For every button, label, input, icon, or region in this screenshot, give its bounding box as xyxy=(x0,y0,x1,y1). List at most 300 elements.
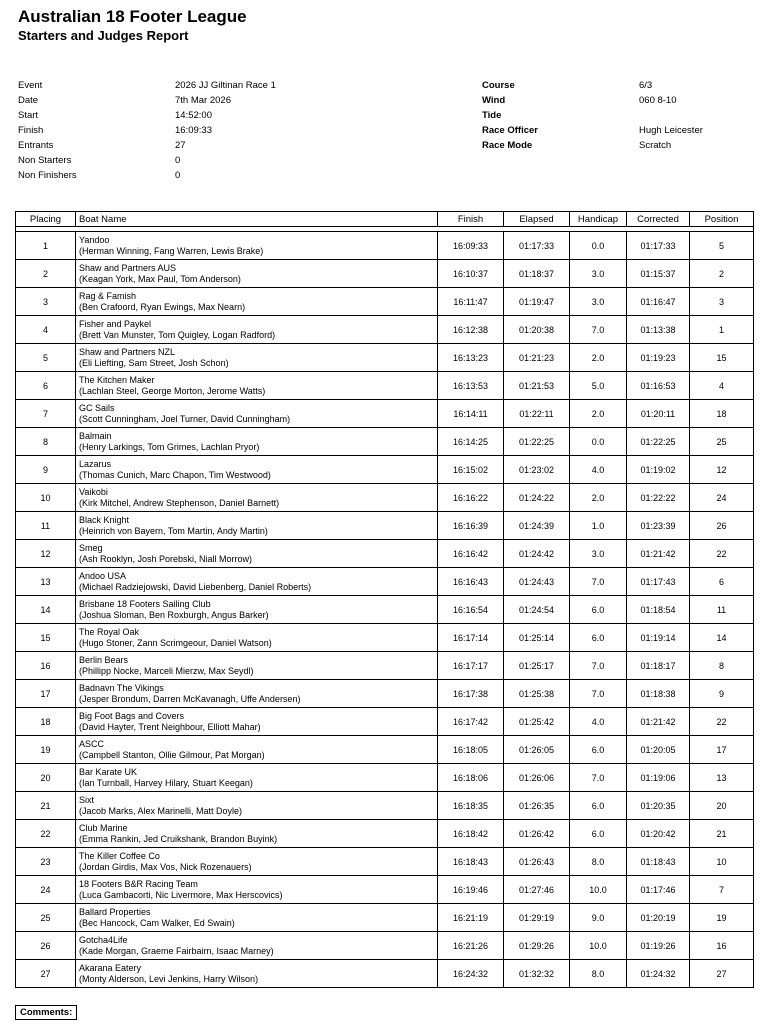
boat-name: ASCC xyxy=(79,738,105,749)
report-subtitle: Starters and Judges Report xyxy=(18,28,189,43)
elapsed-cell: 01:24:22 xyxy=(504,484,570,512)
boat-cell xyxy=(76,316,438,344)
boat-cell xyxy=(76,260,438,288)
boat-cell xyxy=(76,708,438,736)
position-cell: 1 xyxy=(690,316,754,344)
crew-names: (Kirk Mitchel, Andrew Stephenson, Daniel Barnett) xyxy=(79,497,280,508)
column-header-placing: Placing xyxy=(16,212,76,227)
handicap-cell: 10.0 xyxy=(570,876,627,904)
corrected-cell: 01:16:53 xyxy=(627,372,690,400)
info-value: 6/3 xyxy=(639,80,653,91)
info-value: 0 xyxy=(175,170,181,181)
info-value: 060 8-10 xyxy=(639,95,677,106)
boat-name: Fisher and Paykel xyxy=(79,318,152,329)
placing-cell: 15 xyxy=(16,624,76,652)
table-row xyxy=(16,792,754,820)
boat-name: Lazarus xyxy=(79,458,112,469)
boat-cell xyxy=(76,652,438,680)
info-label: Event xyxy=(18,80,43,91)
handicap-cell: 3.0 xyxy=(570,540,627,568)
table-row xyxy=(16,316,754,344)
table-row xyxy=(16,652,754,680)
table-row xyxy=(16,596,754,624)
boat-name: Shaw and Partners NZL xyxy=(79,346,176,357)
info-label: Wind xyxy=(482,95,506,106)
elapsed-cell: 01:21:53 xyxy=(504,372,570,400)
info-value: 0 xyxy=(175,155,181,166)
info-value: 7th Mar 2026 xyxy=(175,95,231,106)
table-row xyxy=(16,288,754,316)
placing-cell: 9 xyxy=(16,456,76,484)
handicap-cell: 7.0 xyxy=(570,764,627,792)
elapsed-cell: 01:26:06 xyxy=(504,764,570,792)
elapsed-cell: 01:26:35 xyxy=(504,792,570,820)
table-row xyxy=(16,708,754,736)
corrected-cell: 01:15:37 xyxy=(627,260,690,288)
placing-cell: 20 xyxy=(16,764,76,792)
table-row xyxy=(16,932,754,960)
crew-names: (Keagan York, Max Paul, Tom Anderson) xyxy=(79,273,241,284)
placing-cell: 13 xyxy=(16,568,76,596)
table-row xyxy=(16,904,754,932)
corrected-cell: 01:18:43 xyxy=(627,848,690,876)
crew-names: (Campbell Stanton, Ollie Gilmour, Pat Morgan) xyxy=(79,749,265,760)
crew-names: (Kade Morgan, Graeme Fairbairn, Isaac Marney) xyxy=(79,945,274,956)
info-row-non-starters xyxy=(18,153,276,168)
info-label: Race Officer xyxy=(482,125,538,136)
corrected-cell: 01:18:38 xyxy=(627,680,690,708)
finish-cell: 16:17:14 xyxy=(438,624,504,652)
position-cell: 11 xyxy=(690,596,754,624)
placing-cell: 8 xyxy=(16,428,76,456)
corrected-cell: 01:21:42 xyxy=(627,540,690,568)
position-cell: 20 xyxy=(690,792,754,820)
crew-names: (Ben Crafoord, Ryan Ewings, Max Nearn) xyxy=(79,301,246,312)
table-row xyxy=(16,512,754,540)
comments-label: Comments: xyxy=(15,1005,77,1020)
finish-cell: 16:17:38 xyxy=(438,680,504,708)
corrected-cell: 01:20:11 xyxy=(627,400,690,428)
finish-cell: 16:18:35 xyxy=(438,792,504,820)
crew-names: (Lachlan Steel, George Morton, Jerome Watts) xyxy=(79,385,266,396)
report-title: Australian 18 Footer League xyxy=(18,7,247,26)
table-row xyxy=(16,680,754,708)
elapsed-cell: 01:22:11 xyxy=(504,400,570,428)
position-cell: 8 xyxy=(690,652,754,680)
finish-cell: 16:21:26 xyxy=(438,932,504,960)
placing-cell: 10 xyxy=(16,484,76,512)
table-row xyxy=(16,848,754,876)
placing-cell: 14 xyxy=(16,596,76,624)
elapsed-cell: 01:17:33 xyxy=(504,232,570,260)
table-header-row xyxy=(16,212,754,227)
placing-cell: 2 xyxy=(16,260,76,288)
placing-cell: 16 xyxy=(16,652,76,680)
corrected-cell: 01:19:14 xyxy=(627,624,690,652)
column-header-finish: Finish xyxy=(438,212,504,227)
corrected-cell: 01:22:25 xyxy=(627,428,690,456)
info-row-date xyxy=(18,93,276,108)
placing-cell: 22 xyxy=(16,820,76,848)
boat-cell xyxy=(76,372,438,400)
placing-cell: 24 xyxy=(16,876,76,904)
boat-cell xyxy=(76,680,438,708)
corrected-cell: 01:19:06 xyxy=(627,764,690,792)
handicap-cell: 0.0 xyxy=(570,232,627,260)
finish-cell: 16:18:05 xyxy=(438,736,504,764)
boat-name: Berlin Bears xyxy=(79,654,129,665)
elapsed-cell: 01:24:43 xyxy=(504,568,570,596)
placing-cell: 12 xyxy=(16,540,76,568)
position-cell: 13 xyxy=(690,764,754,792)
boat-name: Andoo USA xyxy=(79,570,127,581)
elapsed-cell: 01:26:42 xyxy=(504,820,570,848)
finish-cell: 16:13:23 xyxy=(438,344,504,372)
boat-cell xyxy=(76,344,438,372)
boat-cell xyxy=(76,764,438,792)
position-cell: 16 xyxy=(690,932,754,960)
corrected-cell: 01:18:17 xyxy=(627,652,690,680)
elapsed-cell: 01:24:54 xyxy=(504,596,570,624)
elapsed-cell: 01:21:23 xyxy=(504,344,570,372)
crew-names: (David Hayter, Trent Neighbour, Elliott Mahar) xyxy=(79,721,261,732)
boat-cell xyxy=(76,596,438,624)
finish-cell: 16:17:17 xyxy=(438,652,504,680)
position-cell: 17 xyxy=(690,736,754,764)
placing-cell: 4 xyxy=(16,316,76,344)
finish-cell: 16:15:02 xyxy=(438,456,504,484)
handicap-cell: 4.0 xyxy=(570,708,627,736)
info-label: Entrants xyxy=(18,140,54,151)
boat-cell xyxy=(76,400,438,428)
corrected-cell: 01:20:35 xyxy=(627,792,690,820)
boat-name: Ballard Properties xyxy=(79,906,151,917)
crew-names: (Michael Radziejowski, David Liebenberg, Daniel Roberts) xyxy=(79,581,312,592)
info-value: 16:09:33 xyxy=(175,125,212,136)
placing-cell: 6 xyxy=(16,372,76,400)
info-row-tide xyxy=(482,108,703,123)
crew-names: (Hugo Stoner, Zann Scrimgeour, Daniel Watson) xyxy=(79,637,272,648)
corrected-cell: 01:20:42 xyxy=(627,820,690,848)
boat-name: Rag & Famish xyxy=(79,290,137,301)
boat-cell xyxy=(76,960,438,988)
boat-cell xyxy=(76,624,438,652)
boat-name: Big Foot Bags and Covers xyxy=(79,710,185,721)
boat-cell xyxy=(76,736,438,764)
crew-names: (Emma Rankin, Jed Cruikshank, Brandon Buyink) xyxy=(79,833,278,844)
boat-cell xyxy=(76,876,438,904)
info-value: Hugh Leicester xyxy=(639,125,703,136)
elapsed-cell: 01:23:02 xyxy=(504,456,570,484)
finish-cell: 16:14:11 xyxy=(438,400,504,428)
position-cell: 22 xyxy=(690,708,754,736)
handicap-cell: 5.0 xyxy=(570,372,627,400)
boat-name: Sixt xyxy=(79,794,95,805)
boat-cell xyxy=(76,820,438,848)
elapsed-cell: 01:25:38 xyxy=(504,680,570,708)
info-label: Non Finishers xyxy=(18,170,77,181)
elapsed-cell: 01:25:14 xyxy=(504,624,570,652)
position-cell: 14 xyxy=(690,624,754,652)
elapsed-cell: 01:29:26 xyxy=(504,932,570,960)
boat-name: Gotcha4Life xyxy=(79,934,128,945)
info-row-wind xyxy=(482,93,703,108)
boat-cell xyxy=(76,428,438,456)
boat-name: The Royal Oak xyxy=(79,626,140,637)
position-cell: 2 xyxy=(690,260,754,288)
boat-cell xyxy=(76,932,438,960)
info-label: Non Starters xyxy=(18,155,72,166)
boat-name: Vaikobi xyxy=(79,486,108,497)
boat-name: Badnavn The Vikings xyxy=(79,682,164,693)
finish-cell: 16:09:33 xyxy=(438,232,504,260)
crew-names: (Ian Turnball, Harvey Hilary, Stuart Keegan) xyxy=(79,777,253,788)
handicap-cell: 1.0 xyxy=(570,512,627,540)
boat-cell xyxy=(76,232,438,260)
crew-names: (Heinrich von Bayern, Tom Martin, Andy Martin) xyxy=(79,525,268,536)
elapsed-cell: 01:27:46 xyxy=(504,876,570,904)
boat-cell xyxy=(76,456,438,484)
event-info xyxy=(18,78,276,183)
handicap-cell: 10.0 xyxy=(570,932,627,960)
table-row xyxy=(16,372,754,400)
handicap-cell: 2.0 xyxy=(570,484,627,512)
table-row xyxy=(16,260,754,288)
handicap-cell: 7.0 xyxy=(570,680,627,708)
table-row xyxy=(16,960,754,988)
finish-cell: 16:18:42 xyxy=(438,820,504,848)
info-value: 2026 JJ Giltinan Race 1 xyxy=(175,80,276,91)
placing-cell: 1 xyxy=(16,232,76,260)
handicap-cell: 7.0 xyxy=(570,316,627,344)
crew-names: (Luca Gambacorti, Nic Livermore, Max Herscovics) xyxy=(79,889,283,900)
elapsed-cell: 01:32:32 xyxy=(504,960,570,988)
table-row xyxy=(16,484,754,512)
boat-name: Shaw and Partners AUS xyxy=(79,262,177,273)
crew-names: (Joshua Sloman, Ben Roxburgh, Angus Barker) xyxy=(79,609,269,620)
table-row xyxy=(16,736,754,764)
course-info xyxy=(482,78,703,153)
info-label: Finish xyxy=(18,125,44,136)
position-cell: 12 xyxy=(690,456,754,484)
crew-names: (Scott Cunningham, Joel Turner, David Cunningham) xyxy=(79,413,291,424)
corrected-cell: 01:17:33 xyxy=(627,232,690,260)
table-row xyxy=(16,764,754,792)
boat-name: 18 Footers B&R Racing Team xyxy=(79,878,198,889)
boat-name: Bar Karate UK xyxy=(79,766,138,777)
results-body xyxy=(16,227,754,988)
corrected-cell: 01:19:02 xyxy=(627,456,690,484)
info-row-start xyxy=(18,108,276,123)
placing-cell: 26 xyxy=(16,932,76,960)
table-row xyxy=(16,232,754,260)
elapsed-cell: 01:18:37 xyxy=(504,260,570,288)
corrected-cell: 01:17:43 xyxy=(627,568,690,596)
position-cell: 24 xyxy=(690,484,754,512)
corrected-cell: 01:23:39 xyxy=(627,512,690,540)
placing-cell: 17 xyxy=(16,680,76,708)
handicap-cell: 2.0 xyxy=(570,400,627,428)
handicap-cell: 3.0 xyxy=(570,288,627,316)
table-row xyxy=(16,624,754,652)
boat-name: Yandoo xyxy=(79,234,110,245)
position-cell: 10 xyxy=(690,848,754,876)
elapsed-cell: 01:19:47 xyxy=(504,288,570,316)
finish-cell: 16:12:38 xyxy=(438,316,504,344)
elapsed-cell: 01:26:43 xyxy=(504,848,570,876)
info-row-non-finishers xyxy=(18,168,276,183)
position-cell: 22 xyxy=(690,540,754,568)
results-table xyxy=(15,211,754,988)
corrected-cell: 01:21:42 xyxy=(627,708,690,736)
info-value: 14:52:00 xyxy=(175,110,212,121)
corrected-cell: 01:22:22 xyxy=(627,484,690,512)
position-cell: 15 xyxy=(690,344,754,372)
handicap-cell: 9.0 xyxy=(570,904,627,932)
boat-name: Akarana Eatery xyxy=(79,962,142,973)
finish-cell: 16:24:32 xyxy=(438,960,504,988)
finish-cell: 16:18:43 xyxy=(438,848,504,876)
position-cell: 25 xyxy=(690,428,754,456)
handicap-cell: 6.0 xyxy=(570,736,627,764)
position-cell: 4 xyxy=(690,372,754,400)
handicap-cell: 8.0 xyxy=(570,960,627,988)
table-row xyxy=(16,876,754,904)
elapsed-cell: 01:26:05 xyxy=(504,736,570,764)
finish-cell: 16:16:54 xyxy=(438,596,504,624)
position-cell: 27 xyxy=(690,960,754,988)
corrected-cell: 01:19:23 xyxy=(627,344,690,372)
info-row-event xyxy=(18,78,276,93)
handicap-cell: 7.0 xyxy=(570,652,627,680)
position-cell: 7 xyxy=(690,876,754,904)
handicap-cell: 6.0 xyxy=(570,624,627,652)
finish-cell: 16:16:43 xyxy=(438,568,504,596)
placing-cell: 11 xyxy=(16,512,76,540)
position-cell: 6 xyxy=(690,568,754,596)
corrected-cell: 01:19:26 xyxy=(627,932,690,960)
boat-name: The Kitchen Maker xyxy=(79,374,155,385)
boat-name: Smeg xyxy=(79,542,103,553)
info-label: Race Mode xyxy=(482,140,533,151)
table-row xyxy=(16,540,754,568)
handicap-cell: 6.0 xyxy=(570,596,627,624)
elapsed-cell: 01:29:19 xyxy=(504,904,570,932)
finish-cell: 16:14:25 xyxy=(438,428,504,456)
table-row xyxy=(16,344,754,372)
boat-cell xyxy=(76,540,438,568)
boat-cell xyxy=(76,792,438,820)
crew-names: (Jacob Marks, Alex Marinelli, Matt Doyle) xyxy=(79,805,243,816)
corrected-cell: 01:17:46 xyxy=(627,876,690,904)
column-header-boat-name: Boat Name xyxy=(76,212,438,227)
elapsed-cell: 01:20:38 xyxy=(504,316,570,344)
info-label: Tide xyxy=(482,110,502,121)
table-row xyxy=(16,568,754,596)
column-header-handicap: Handicap xyxy=(570,212,627,227)
elapsed-cell: 01:24:39 xyxy=(504,512,570,540)
boat-cell xyxy=(76,848,438,876)
info-label: Date xyxy=(18,95,39,106)
boat-name: The Killer Coffee Co xyxy=(79,850,160,861)
info-label: Start xyxy=(18,110,39,121)
boat-name: Balmain xyxy=(79,430,112,441)
info-label: Course xyxy=(482,80,515,91)
column-header-elapsed: Elapsed xyxy=(504,212,570,227)
position-cell: 18 xyxy=(690,400,754,428)
crew-names: (Monty Alderson, Levi Jenkins, Harry Wilson) xyxy=(79,973,259,984)
finish-cell: 16:11:47 xyxy=(438,288,504,316)
column-header-position: Position xyxy=(690,212,754,227)
corrected-cell: 01:18:54 xyxy=(627,596,690,624)
handicap-cell: 3.0 xyxy=(570,260,627,288)
crew-names: (Brett Van Munster, Tom Quigley, Logan Radford) xyxy=(79,329,276,340)
corrected-cell: 01:13:38 xyxy=(627,316,690,344)
boat-cell xyxy=(76,512,438,540)
table-row xyxy=(16,400,754,428)
placing-cell: 18 xyxy=(16,708,76,736)
finish-cell: 16:16:39 xyxy=(438,512,504,540)
position-cell: 9 xyxy=(690,680,754,708)
table-row xyxy=(16,456,754,484)
crew-names: (Ash Rooklyn, Josh Porebski, Niall Morrow) xyxy=(79,553,253,564)
finish-cell: 16:16:22 xyxy=(438,484,504,512)
handicap-cell: 7.0 xyxy=(570,568,627,596)
info-row-finish xyxy=(18,123,276,138)
info-row-race-mode xyxy=(482,138,703,153)
finish-cell: 16:18:06 xyxy=(438,764,504,792)
handicap-cell: 2.0 xyxy=(570,344,627,372)
crew-names: (Jesper Brondum, Darren McKavanagh, Uffe Andersen) xyxy=(79,693,301,704)
placing-cell: 23 xyxy=(16,848,76,876)
elapsed-cell: 01:25:42 xyxy=(504,708,570,736)
crew-names: (Eli Liefting, Sam Street, Josh Schon) xyxy=(79,357,229,368)
boat-name: Club Marine xyxy=(79,822,128,833)
boat-cell xyxy=(76,288,438,316)
position-cell: 5 xyxy=(690,232,754,260)
handicap-cell: 8.0 xyxy=(570,848,627,876)
placing-cell: 5 xyxy=(16,344,76,372)
corrected-cell: 01:20:19 xyxy=(627,904,690,932)
boat-cell xyxy=(76,484,438,512)
handicap-cell: 4.0 xyxy=(570,456,627,484)
crew-names: (Herman Winning, Fang Warren, Lewis Brake) xyxy=(79,245,264,256)
placing-cell: 3 xyxy=(16,288,76,316)
boat-name: Black Knight xyxy=(79,514,130,525)
crew-names: (Bec Hancock, Cam Walker, Ed Swain) xyxy=(79,917,235,928)
boat-cell xyxy=(76,568,438,596)
placing-cell: 7 xyxy=(16,400,76,428)
table-row xyxy=(16,428,754,456)
position-cell: 3 xyxy=(690,288,754,316)
placing-cell: 19 xyxy=(16,736,76,764)
position-cell: 19 xyxy=(690,904,754,932)
finish-cell: 16:16:42 xyxy=(438,540,504,568)
boat-cell xyxy=(76,904,438,932)
crew-names: (Thomas Cunich, Marc Chapon, Tim Westwood) xyxy=(79,469,271,480)
placing-cell: 25 xyxy=(16,904,76,932)
finish-cell: 16:13:53 xyxy=(438,372,504,400)
info-row-entrants xyxy=(18,138,276,153)
info-row-race-officer xyxy=(482,123,703,138)
elapsed-cell: 01:22:25 xyxy=(504,428,570,456)
finish-cell: 16:19:46 xyxy=(438,876,504,904)
corrected-cell: 01:20:05 xyxy=(627,736,690,764)
handicap-cell: 0.0 xyxy=(570,428,627,456)
corrected-cell: 01:16:47 xyxy=(627,288,690,316)
info-value: 27 xyxy=(175,140,186,151)
crew-names: (Jordan Girdis, Max Vos, Nick Rozenauers) xyxy=(79,861,252,872)
